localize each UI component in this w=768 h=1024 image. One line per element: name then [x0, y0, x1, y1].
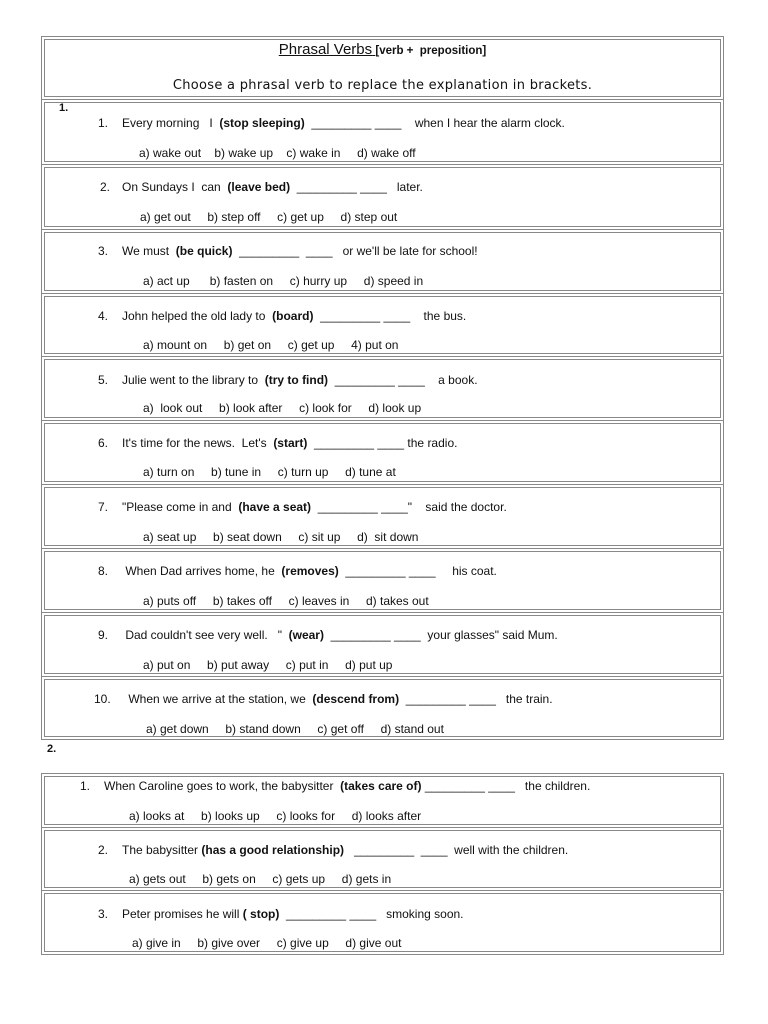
question-text: Every morning I (stop sleeping) _________ ____ when I hear the alarm clock.	[122, 116, 565, 130]
question-number: 5.	[98, 373, 109, 387]
question-text: Dad couldn't see very well. " (wear) _________ ____ your glasses" said Mum.	[122, 628, 558, 642]
question-box	[41, 164, 724, 230]
question-number: 6.	[98, 436, 109, 450]
question-box	[41, 356, 724, 421]
question-text: When we arrive at the station, we (descend from) _________ ____ the train.	[125, 692, 553, 706]
question-text: We must (be quick) _________ ____ or we'll be late for school!	[122, 244, 478, 258]
header-box	[41, 36, 724, 100]
question-box	[41, 293, 724, 357]
question-text: "Please come in and (have a seat) _________ ____" said the doctor.	[122, 500, 507, 514]
answer-options: a) act up b) fasten on c) hurry up d) speed in	[143, 274, 424, 288]
answer-options: a) turn on b) tune in c) turn up d) tune at	[143, 465, 396, 479]
page-title: Phrasal Verbs [verb + preposition]	[278, 41, 487, 58]
question-text: The babysitter (has a good relationship) _________ ____ well with the children.	[122, 843, 569, 857]
question-number: 3.	[98, 907, 109, 921]
question-box	[41, 890, 724, 955]
question-number: 10.	[94, 692, 111, 706]
section-label: 1.	[59, 102, 69, 114]
question-number: 2.	[98, 843, 109, 857]
answer-options: a) look out b) look after c) look for d) look up	[143, 401, 422, 415]
question-box	[41, 676, 724, 740]
question-box	[41, 99, 724, 165]
question-text: Peter promises he will ( stop) _________ ____ smoking soon.	[122, 907, 464, 921]
question-text: It's time for the news. Let's (start) _________ ____ the radio.	[122, 436, 458, 450]
question-text: When Dad arrives home, he (removes) _________ ____ his coat.	[122, 564, 497, 578]
answer-options: a) get out b) step off c) get up d) step out	[140, 210, 398, 224]
question-number: 9.	[98, 628, 109, 642]
instruction: Choose a phrasal verb to replace the explanation in brackets.	[172, 78, 593, 93]
answer-options: a) gets out b) gets on c) gets up d) gets in	[129, 872, 392, 886]
question-number: 4.	[98, 309, 109, 323]
page-subtitle: [verb + preposition]	[375, 45, 487, 57]
answer-options: a) put on b) put away c) put in d) put up	[143, 658, 393, 672]
question-text: Julie went to the library to (try to find) _________ ____ a book.	[122, 373, 478, 387]
question-number: 1.	[98, 116, 109, 130]
answer-options: a) puts off b) takes off c) leaves in d) takes out	[143, 594, 429, 608]
question-text: On Sundays I can (leave bed) _________ ____ later.	[122, 180, 423, 194]
question-text: John helped the old lady to (board) _________ ____ the bus.	[122, 309, 467, 323]
answer-options: a) looks at b) looks up c) looks for d) looks after	[129, 809, 422, 823]
answer-options: a) give in b) give over c) give up d) give out	[132, 936, 402, 950]
answer-options: a) get down b) stand down c) get off d) stand out	[146, 722, 444, 736]
question-box	[41, 827, 724, 891]
question-box	[41, 773, 724, 828]
question-box	[41, 548, 724, 613]
question-number: 1.	[80, 779, 91, 793]
section-label: 2.	[47, 743, 57, 755]
answer-options: a) wake out b) wake up c) wake in d) wake off	[139, 146, 416, 160]
question-number: 2.	[100, 180, 111, 194]
question-box	[41, 229, 724, 294]
answer-options: a) seat up b) seat down c) sit up d) sit down	[143, 530, 419, 544]
question-box	[41, 484, 724, 549]
question-box	[41, 420, 724, 485]
question-text: When Caroline goes to work, the babysitter (takes care of) _________ ____ the children.	[104, 779, 591, 793]
answer-options: a) mount on b) get on c) get up 4) put on	[143, 338, 399, 352]
question-number: 8.	[98, 564, 109, 578]
question-number: 7.	[98, 500, 109, 514]
question-number: 3.	[98, 244, 109, 258]
question-box	[41, 612, 724, 677]
